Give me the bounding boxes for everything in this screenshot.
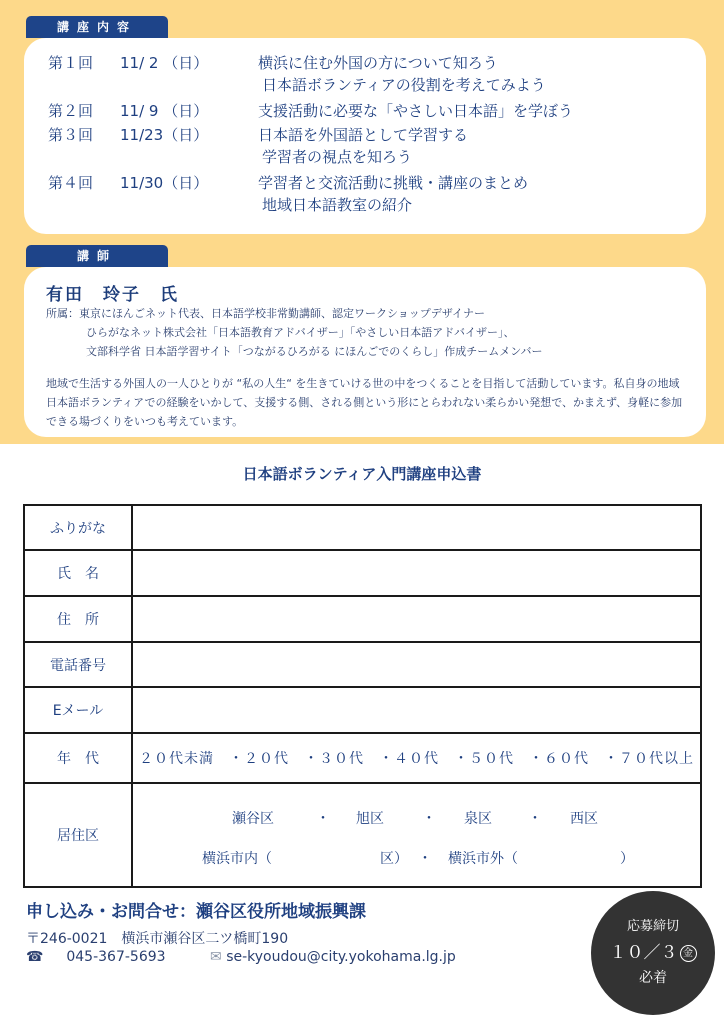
age-options[interactable]: ２０代未満 ・２０代 ・３０代 ・４０代 ・５０代 ・６０代 ・７０代以上 [132,733,701,783]
ward-option[interactable]: 西区 [570,811,598,827]
paren-close: ） [620,851,634,867]
ward-option[interactable]: 泉区 [464,811,492,827]
session-topic: 横浜に住む外国の方について知ろう [258,54,498,72]
lecturer-name: 有田 玲子 氏 [46,285,179,305]
session-topic: 日本語ボランティアの役割を考えてみよう [262,76,546,94]
session-topic: 学習者の視点を知ろう [262,148,413,166]
ward-option[interactable]: 瀬谷区 [232,811,274,827]
application-form [23,504,702,888]
mail-icon: ✉ [210,949,222,965]
address-label: 住 所 [24,596,132,642]
ward-option[interactable]: 旭区 [356,811,384,827]
affiliation-line: 文部科学省 日本語学習サイト「つながるひろがる にほんごでのくらし」作成チームメンバー [86,345,543,358]
phone-field[interactable] [132,642,701,687]
session-row [48,172,688,216]
session-row [48,124,688,168]
session-date: 11/ 2 （日） [120,54,209,72]
session-row [48,52,688,96]
phone-number[interactable]: 045-367-5693 [66,949,166,965]
session-number: 第２回 [48,102,94,120]
deadline-badge [591,891,715,1015]
form-title: 日本語ボランティア入門講座申込書 [242,465,482,483]
session-number: 第４回 [48,174,94,192]
lecturer-bio: 地域で生活する外国人の一人ひとりが “私の人生“ を生きていける世の中をつくることを目指して活動しています。私自身の地域日本語ボランティアでの経験をいかして、支援する側、される側という形にとらわれない柔らかい発想で、かまえず、身軽に参加できる場づくりをいつも考えています。 [46,377,683,428]
session-number: 第３回 [48,126,94,144]
deadline-date: １０／３ [609,943,678,963]
city-inside-option[interactable]: 横浜市内（ [202,851,272,867]
email-line [210,949,456,965]
furigana-label: ふりがな [24,505,132,550]
deadline-label: 応募締切 [626,919,679,934]
session-topic: 地域日本語教室の紹介 [262,196,413,214]
name-field[interactable] [132,550,701,596]
session-topic: 支援活動に必要な「やさしい日本語」を学ぼう [258,102,574,120]
ku-close: 区） [380,851,408,867]
affiliation-line: ひらがなネット株式会社「日本語教育アドバイザー」「やさしい日本語アドバイザー」、 [86,326,515,339]
age-label: 年 代 [24,733,132,783]
ward-label: 居住区 [24,783,132,887]
phone-icon: ☎ [26,949,44,965]
separator-dot: ・ [422,811,436,827]
session-topic: 学習者と交流活動に挑戦・講座のまとめ [258,174,529,192]
phone-line [26,949,166,965]
course-tag: 講座内容 [26,16,168,38]
deadline-note: 必着 [639,970,667,986]
session-date: 11/ 9 （日） [120,102,209,120]
separator-dot: ・ [528,811,542,827]
email-address[interactable]: se-kyoudou@city.yokohama.lg.jp [226,949,456,965]
name-label: 氏 名 [24,550,132,596]
phone-label: 電話番号 [24,642,132,687]
email-field[interactable] [132,687,701,733]
address-field[interactable] [132,596,701,642]
session-number: 第１回 [48,54,94,72]
affiliation-line: 所属：東京にほんごネット代表、日本語学校非常勤講師、認定ワークショップデザイナー [46,307,486,320]
weekday-badge: 金 [680,945,697,962]
separator-dot: ・ [418,851,432,867]
postal-address: 〒246-0021 横浜市瀬谷区二ツ橋町190 [26,931,289,947]
lecturer-tag: 講師 [26,245,168,267]
contact-title: 申し込み・お問合せ：瀬谷区役所地域振興課 [26,902,366,922]
session-date: 11/30（日） [120,174,209,192]
session-topic: 日本語を外国語として学習する [258,126,469,144]
session-row [48,100,688,122]
email-label: Eメール [24,687,132,733]
session-date: 11/23（日） [120,126,209,144]
city-outside-option[interactable]: 横浜市外（ [448,851,518,867]
separator-dot: ・ [316,811,330,827]
furigana-field[interactable] [132,505,701,550]
ward-options[interactable] [132,783,701,887]
